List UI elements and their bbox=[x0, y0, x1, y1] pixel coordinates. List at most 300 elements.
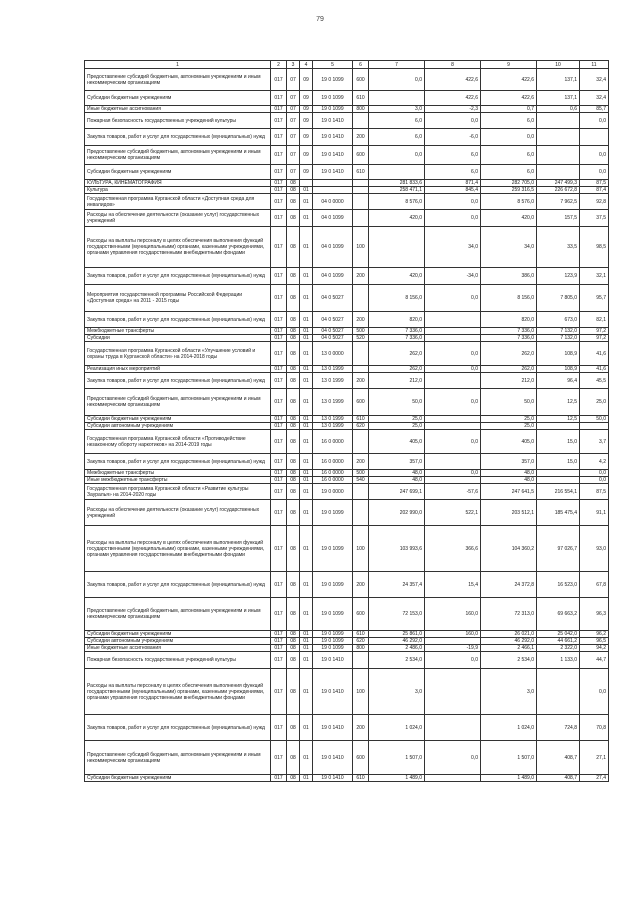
code-target-article: 19 0 1410 bbox=[313, 715, 353, 741]
change-amount: 0,0 bbox=[425, 652, 481, 669]
code-expense-type: 800 bbox=[353, 645, 369, 652]
code-target-article: 19 0 1410 bbox=[313, 146, 353, 165]
code-expense-type: 600 bbox=[353, 741, 369, 775]
approved-amount bbox=[369, 165, 425, 180]
execution-percent: 37,5 bbox=[580, 210, 609, 227]
refined-amount: 8 576,0 bbox=[481, 194, 537, 210]
code-subsection: 09 bbox=[300, 106, 313, 113]
code-expense-type: 540 bbox=[353, 477, 369, 484]
code-ministry: 017 bbox=[271, 285, 287, 312]
code-subsection: 01 bbox=[300, 652, 313, 669]
row-name: КУЛЬТУРА, КИНЕМАТОГРАФИЯ bbox=[85, 180, 271, 187]
code-target-article: 13 0 1999 bbox=[313, 373, 353, 389]
header-cell: 10 bbox=[537, 61, 580, 69]
approved-amount: 6,0 bbox=[369, 113, 425, 129]
code-expense-type: 610 bbox=[353, 91, 369, 106]
table-row bbox=[85, 526, 609, 572]
row-name: Реализация иных мероприятий bbox=[85, 366, 271, 373]
table-row bbox=[85, 652, 609, 669]
change-amount: 871,4 bbox=[425, 180, 481, 187]
row-name: Закупка товаров, работ и услуг для государственных (муниципальных) нужд bbox=[85, 129, 271, 146]
approved-amount: 50,0 bbox=[369, 389, 425, 416]
code-ministry: 017 bbox=[271, 113, 287, 129]
executed-amount: 2 322,0 bbox=[537, 645, 580, 652]
table-row bbox=[85, 477, 609, 484]
code-target-article: 19 0 1410 bbox=[313, 113, 353, 129]
code-target-article: 19 0 1410 bbox=[313, 775, 353, 782]
execution-percent: 50,0 bbox=[580, 416, 609, 423]
table-row bbox=[85, 335, 609, 342]
code-section: 08 bbox=[287, 187, 300, 194]
code-subsection: 01 bbox=[300, 342, 313, 366]
code-target-article: 19 0 1099 bbox=[313, 572, 353, 598]
code-target-article: 19 0 1099 bbox=[313, 631, 353, 638]
code-target-article: 19 0 1099 bbox=[313, 598, 353, 631]
code-ministry: 017 bbox=[271, 598, 287, 631]
code-ministry: 017 bbox=[271, 227, 287, 268]
code-subsection: 01 bbox=[300, 775, 313, 782]
approved-amount bbox=[369, 227, 425, 268]
change-amount: 0,0 bbox=[425, 470, 481, 477]
table-row bbox=[85, 268, 609, 285]
code-ministry: 017 bbox=[271, 652, 287, 669]
table-row bbox=[85, 165, 609, 180]
code-target-article: 19 0 1410 bbox=[313, 652, 353, 669]
code-subsection: 01 bbox=[300, 500, 313, 526]
approved-amount: 1 489,0 bbox=[369, 775, 425, 782]
code-ministry: 017 bbox=[271, 741, 287, 775]
code-ministry: 017 bbox=[271, 129, 287, 146]
code-subsection: 01 bbox=[300, 526, 313, 572]
change-amount: 0,0 bbox=[425, 430, 481, 454]
code-ministry: 017 bbox=[271, 477, 287, 484]
code-target-article: 19 0 1099 bbox=[313, 645, 353, 652]
executed-amount: 247 499,3 bbox=[537, 180, 580, 187]
code-subsection: 01 bbox=[300, 366, 313, 373]
approved-amount: 262,0 bbox=[369, 366, 425, 373]
approved-amount: 0,0 bbox=[369, 146, 425, 165]
change-amount: 0,0 bbox=[425, 210, 481, 227]
row-name: Государственная программа Курганской области «Улучшение условий и охраны труда в Курганской области» на 2014-2018 годы bbox=[85, 342, 271, 366]
row-name: Субсидии бюджетным учреждениям bbox=[85, 775, 271, 782]
change-amount bbox=[425, 669, 481, 715]
change-amount bbox=[425, 454, 481, 470]
executed-amount: 673,0 bbox=[537, 312, 580, 328]
change-amount: 422,6 bbox=[425, 91, 481, 106]
row-name: Иные межбюджетные трансферты bbox=[85, 477, 271, 484]
code-subsection: 01 bbox=[300, 454, 313, 470]
code-section: 08 bbox=[287, 484, 300, 500]
code-ministry: 017 bbox=[271, 165, 287, 180]
execution-percent: 96,2 bbox=[580, 631, 609, 638]
row-name: Иные бюджетные ассигнования bbox=[85, 106, 271, 113]
code-expense-type: 500 bbox=[353, 328, 369, 335]
code-section: 07 bbox=[287, 165, 300, 180]
change-amount: 0,0 bbox=[425, 389, 481, 416]
executed-amount: 108,9 bbox=[537, 342, 580, 366]
refined-amount: 3,0 bbox=[481, 669, 537, 715]
executed-amount bbox=[537, 113, 580, 129]
code-target-article bbox=[313, 187, 353, 194]
approved-amount: 1 507,0 bbox=[369, 741, 425, 775]
refined-amount: 6,0 bbox=[481, 146, 537, 165]
refined-amount: 2 466,1 bbox=[481, 645, 537, 652]
code-target-article: 16 0 0000 bbox=[313, 430, 353, 454]
change-amount: 0,0 bbox=[425, 194, 481, 210]
table-row bbox=[85, 423, 609, 430]
execution-percent: 25,0 bbox=[580, 389, 609, 416]
approved-amount bbox=[369, 91, 425, 106]
row-name: Субсидии автономным учреждениям bbox=[85, 423, 271, 430]
executed-amount bbox=[537, 146, 580, 165]
execution-percent: 4,2 bbox=[580, 454, 609, 470]
execution-percent: 95,7 bbox=[580, 285, 609, 312]
code-ministry: 017 bbox=[271, 416, 287, 423]
code-ministry: 017 bbox=[271, 328, 287, 335]
table-row bbox=[85, 312, 609, 328]
code-expense-type bbox=[353, 210, 369, 227]
code-target-article: 19 0 0000 bbox=[313, 484, 353, 500]
code-section: 08 bbox=[287, 389, 300, 416]
refined-amount: 50,0 bbox=[481, 389, 537, 416]
execution-percent: 45,5 bbox=[580, 373, 609, 389]
code-section: 08 bbox=[287, 342, 300, 366]
approved-amount: 48,0 bbox=[369, 477, 425, 484]
code-ministry: 017 bbox=[271, 69, 287, 91]
row-name: Пожарная безопасность государственных учреждений культуры bbox=[85, 113, 271, 129]
row-name: Межбюджетные трансферты bbox=[85, 470, 271, 477]
executed-amount: 12,5 bbox=[537, 416, 580, 423]
table-row bbox=[85, 645, 609, 652]
refined-amount: 72 313,0 bbox=[481, 598, 537, 631]
code-section: 07 bbox=[287, 146, 300, 165]
change-amount: 422,6 bbox=[425, 69, 481, 91]
code-ministry: 017 bbox=[271, 715, 287, 741]
code-subsection: 01 bbox=[300, 715, 313, 741]
code-section: 08 bbox=[287, 312, 300, 328]
execution-percent: 91,1 bbox=[580, 500, 609, 526]
code-target-article: 04 0 5027 bbox=[313, 312, 353, 328]
code-expense-type: 620 bbox=[353, 638, 369, 645]
execution-percent: 98,5 bbox=[580, 227, 609, 268]
executed-amount: 157,5 bbox=[537, 210, 580, 227]
code-section: 08 bbox=[287, 335, 300, 342]
execution-percent: 0,0 bbox=[580, 470, 609, 477]
row-name: Закупка товаров, работ и услуг для государственных (муниципальных) нужд bbox=[85, 454, 271, 470]
change-amount bbox=[425, 335, 481, 342]
code-subsection: 01 bbox=[300, 187, 313, 194]
refined-amount: 6,0 bbox=[481, 165, 537, 180]
code-ministry: 017 bbox=[271, 500, 287, 526]
code-expense-type: 610 bbox=[353, 165, 369, 180]
code-target-article: 19 0 1099 bbox=[313, 526, 353, 572]
code-target-article: 04 0 0000 bbox=[313, 194, 353, 210]
row-name: Предоставление субсидий бюджетным, автономным учреждениям и иным некоммерческим организациям bbox=[85, 389, 271, 416]
change-amount: -34,0 bbox=[425, 268, 481, 285]
code-section: 08 bbox=[287, 741, 300, 775]
execution-percent: 32,4 bbox=[580, 91, 609, 106]
approved-amount: 212,0 bbox=[369, 373, 425, 389]
refined-amount: 203 512,1 bbox=[481, 500, 537, 526]
execution-percent: 27,4 bbox=[580, 775, 609, 782]
code-expense-type bbox=[353, 285, 369, 312]
executed-amount: 1 133,0 bbox=[537, 652, 580, 669]
refined-amount: 1 024,0 bbox=[481, 715, 537, 741]
execution-percent: 96,3 bbox=[580, 598, 609, 631]
code-expense-type bbox=[353, 430, 369, 454]
approved-amount: 25,0 bbox=[369, 416, 425, 423]
executed-amount: 7 132,0 bbox=[537, 328, 580, 335]
execution-percent: 87,5 bbox=[580, 180, 609, 187]
executed-amount: 69 663,2 bbox=[537, 598, 580, 631]
execution-percent: 82,1 bbox=[580, 312, 609, 328]
code-expense-type: 100 bbox=[353, 227, 369, 268]
code-section: 08 bbox=[287, 268, 300, 285]
code-target-article: 16 0 0000 bbox=[313, 470, 353, 477]
code-section: 08 bbox=[287, 430, 300, 454]
code-section: 08 bbox=[287, 227, 300, 268]
code-expense-type: 600 bbox=[353, 146, 369, 165]
code-ministry: 017 bbox=[271, 389, 287, 416]
change-amount bbox=[425, 638, 481, 645]
executed-amount: 25 042,0 bbox=[537, 631, 580, 638]
approved-amount: 281 833,6 bbox=[369, 180, 425, 187]
code-target-article: 04 0 5027 bbox=[313, 335, 353, 342]
code-expense-type: 200 bbox=[353, 129, 369, 146]
code-section: 08 bbox=[287, 194, 300, 210]
execution-percent: 87,4 bbox=[580, 187, 609, 194]
executed-amount: 137,1 bbox=[537, 69, 580, 91]
row-name: Субсидии бюджетным учреждениям bbox=[85, 91, 271, 106]
code-ministry: 017 bbox=[271, 526, 287, 572]
change-amount: 0,0 bbox=[425, 113, 481, 129]
table-row bbox=[85, 741, 609, 775]
code-section: 07 bbox=[287, 69, 300, 91]
code-section: 08 bbox=[287, 366, 300, 373]
approved-amount: 820,0 bbox=[369, 312, 425, 328]
code-subsection: 01 bbox=[300, 335, 313, 342]
executed-amount bbox=[537, 669, 580, 715]
page-number: 79 bbox=[316, 16, 324, 23]
approved-amount: 405,0 bbox=[369, 430, 425, 454]
code-section: 08 bbox=[287, 669, 300, 715]
executed-amount: 724,8 bbox=[537, 715, 580, 741]
refined-amount: 48,0 bbox=[481, 470, 537, 477]
code-subsection: 01 bbox=[300, 328, 313, 335]
refined-amount: 386,0 bbox=[481, 268, 537, 285]
change-amount: 0,0 bbox=[425, 366, 481, 373]
execution-percent: 92,8 bbox=[580, 194, 609, 210]
row-name: Культура bbox=[85, 187, 271, 194]
change-amount bbox=[425, 775, 481, 782]
approved-amount: 8 576,0 bbox=[369, 194, 425, 210]
approved-amount: 202 990,0 bbox=[369, 500, 425, 526]
refined-amount: 422,6 bbox=[481, 69, 537, 91]
table-row bbox=[85, 106, 609, 113]
row-name: Государственная программа Курганской области «Развитие культуры Зауралья» на 2014-2020 годы bbox=[85, 484, 271, 500]
executed-amount: 226 672,8 bbox=[537, 187, 580, 194]
header-cell: 7 bbox=[369, 61, 425, 69]
code-target-article: 19 0 1099 bbox=[313, 638, 353, 645]
approved-amount: 72 153,0 bbox=[369, 598, 425, 631]
change-amount: 0,0 bbox=[425, 285, 481, 312]
table-row bbox=[85, 775, 609, 782]
header-cell: 6 bbox=[353, 61, 369, 69]
code-target-article: 19 0 1099 bbox=[313, 69, 353, 91]
code-subsection: 01 bbox=[300, 423, 313, 430]
code-expense-type: 100 bbox=[353, 669, 369, 715]
code-section: 08 bbox=[287, 500, 300, 526]
code-subsection: 01 bbox=[300, 741, 313, 775]
executed-amount: 7 132,0 bbox=[537, 335, 580, 342]
refined-amount: 34,0 bbox=[481, 227, 537, 268]
code-subsection: 01 bbox=[300, 477, 313, 484]
approved-amount: 6,0 bbox=[369, 129, 425, 146]
refined-amount: 212,0 bbox=[481, 373, 537, 389]
execution-percent: 41,6 bbox=[580, 366, 609, 373]
code-expense-type bbox=[353, 500, 369, 526]
table-row bbox=[85, 669, 609, 715]
code-subsection: 01 bbox=[300, 268, 313, 285]
code-ministry: 017 bbox=[271, 572, 287, 598]
table-row bbox=[85, 470, 609, 477]
refined-amount: 26 021,0 bbox=[481, 631, 537, 638]
executed-amount bbox=[537, 470, 580, 477]
table-row bbox=[85, 430, 609, 454]
code-ministry: 017 bbox=[271, 631, 287, 638]
code-ministry: 017 bbox=[271, 268, 287, 285]
execution-percent: 32,4 bbox=[580, 69, 609, 91]
code-ministry: 017 bbox=[271, 484, 287, 500]
executed-amount bbox=[537, 165, 580, 180]
code-section: 08 bbox=[287, 652, 300, 669]
executed-amount: 33,5 bbox=[537, 227, 580, 268]
code-expense-type: 200 bbox=[353, 715, 369, 741]
code-section: 08 bbox=[287, 328, 300, 335]
code-ministry: 017 bbox=[271, 430, 287, 454]
table-row bbox=[85, 638, 609, 645]
row-name: Субсидии bbox=[85, 335, 271, 342]
execution-percent: 27,1 bbox=[580, 741, 609, 775]
code-target-article bbox=[313, 180, 353, 187]
row-name: Государственная программа Курганской области «Противодействие незаконному обороту наркотиков» на 2014-2019 годы bbox=[85, 430, 271, 454]
code-target-article: 19 0 1410 bbox=[313, 741, 353, 775]
approved-amount: 258 471,1 bbox=[369, 187, 425, 194]
execution-percent: 85,7 bbox=[580, 106, 609, 113]
change-amount: 6,0 bbox=[425, 146, 481, 165]
code-expense-type bbox=[353, 366, 369, 373]
row-name: Пожарная безопасность государственных учреждений культуры bbox=[85, 652, 271, 669]
code-expense-type bbox=[353, 652, 369, 669]
code-subsection bbox=[300, 180, 313, 187]
row-name: Расходы на обеспечение деятельности (оказание услуг) государственных учреждений bbox=[85, 210, 271, 227]
code-target-article: 04 0 1099 bbox=[313, 210, 353, 227]
executed-amount: 44 661,2 bbox=[537, 638, 580, 645]
executed-amount: 96,4 bbox=[537, 373, 580, 389]
code-section: 08 bbox=[287, 423, 300, 430]
header-cell: 9 bbox=[481, 61, 537, 69]
approved-amount: 420,0 bbox=[369, 210, 425, 227]
executed-amount: 137,1 bbox=[537, 91, 580, 106]
code-ministry: 017 bbox=[271, 106, 287, 113]
refined-amount: 46 292,0 bbox=[481, 638, 537, 645]
refined-amount: 24 372,8 bbox=[481, 572, 537, 598]
executed-amount bbox=[537, 477, 580, 484]
code-ministry: 017 bbox=[271, 645, 287, 652]
code-target-article: 13 0 0000 bbox=[313, 342, 353, 366]
header-cell: 4 bbox=[300, 61, 313, 69]
code-section: 08 bbox=[287, 526, 300, 572]
executed-amount bbox=[537, 423, 580, 430]
row-name: Предоставление субсидий бюджетным, автономным учреждениям и иным некоммерческим организациям bbox=[85, 69, 271, 91]
execution-percent: 97,2 bbox=[580, 335, 609, 342]
code-target-article: 04 0 1099 bbox=[313, 227, 353, 268]
table-row bbox=[85, 631, 609, 638]
row-name: Расходы на обеспечение деятельности (оказание услуг) государственных учреждений bbox=[85, 500, 271, 526]
refined-amount: 8 156,0 bbox=[481, 285, 537, 312]
row-name: Закупка товаров, работ и услуг для государственных (муниципальных) нужд bbox=[85, 268, 271, 285]
refined-amount: 420,0 bbox=[481, 210, 537, 227]
executed-amount: 7 805,0 bbox=[537, 285, 580, 312]
approved-amount: 3,0 bbox=[369, 669, 425, 715]
code-subsection: 01 bbox=[300, 285, 313, 312]
code-subsection: 01 bbox=[300, 598, 313, 631]
refined-amount: 1 507,0 bbox=[481, 741, 537, 775]
code-subsection: 01 bbox=[300, 484, 313, 500]
execution-percent: 3,7 bbox=[580, 430, 609, 454]
table-row bbox=[85, 416, 609, 423]
change-amount bbox=[425, 416, 481, 423]
code-section: 07 bbox=[287, 91, 300, 106]
row-name: Субсидии бюджетным учреждениям bbox=[85, 165, 271, 180]
code-ministry: 017 bbox=[271, 470, 287, 477]
code-expense-type: 520 bbox=[353, 335, 369, 342]
change-amount: 366,6 bbox=[425, 526, 481, 572]
code-expense-type: 200 bbox=[353, 572, 369, 598]
change-amount: 0,0 bbox=[425, 342, 481, 366]
code-section: 08 bbox=[287, 598, 300, 631]
change-amount bbox=[425, 373, 481, 389]
code-subsection: 01 bbox=[300, 312, 313, 328]
refined-amount: 259 316,5 bbox=[481, 187, 537, 194]
code-subsection: 09 bbox=[300, 146, 313, 165]
approved-amount: 25 861,0 bbox=[369, 631, 425, 638]
header-cell: 3 bbox=[287, 61, 300, 69]
table-row bbox=[85, 285, 609, 312]
approved-amount: 46 292,0 bbox=[369, 638, 425, 645]
code-subsection: 09 bbox=[300, 113, 313, 129]
change-amount: 845,4 bbox=[425, 187, 481, 194]
executed-amount: 216 554,1 bbox=[537, 484, 580, 500]
change-amount: 0,0 bbox=[425, 741, 481, 775]
change-amount bbox=[425, 715, 481, 741]
table-row bbox=[85, 484, 609, 500]
refined-amount: 357,0 bbox=[481, 454, 537, 470]
execution-percent: 94,2 bbox=[580, 645, 609, 652]
code-ministry: 017 bbox=[271, 187, 287, 194]
row-name: Субсидии бюджетным учреждениям bbox=[85, 631, 271, 638]
code-target-article: 19 0 1410 bbox=[313, 669, 353, 715]
header-cell: 1 bbox=[85, 61, 271, 69]
code-section: 08 bbox=[287, 775, 300, 782]
code-target-article: 13 0 1999 bbox=[313, 389, 353, 416]
refined-amount: 25,0 bbox=[481, 423, 537, 430]
change-amount: -57,6 bbox=[425, 484, 481, 500]
code-ministry: 017 bbox=[271, 210, 287, 227]
approved-amount: 25,0 bbox=[369, 423, 425, 430]
approved-amount: 48,0 bbox=[369, 470, 425, 477]
executed-amount: 7 962,5 bbox=[537, 194, 580, 210]
